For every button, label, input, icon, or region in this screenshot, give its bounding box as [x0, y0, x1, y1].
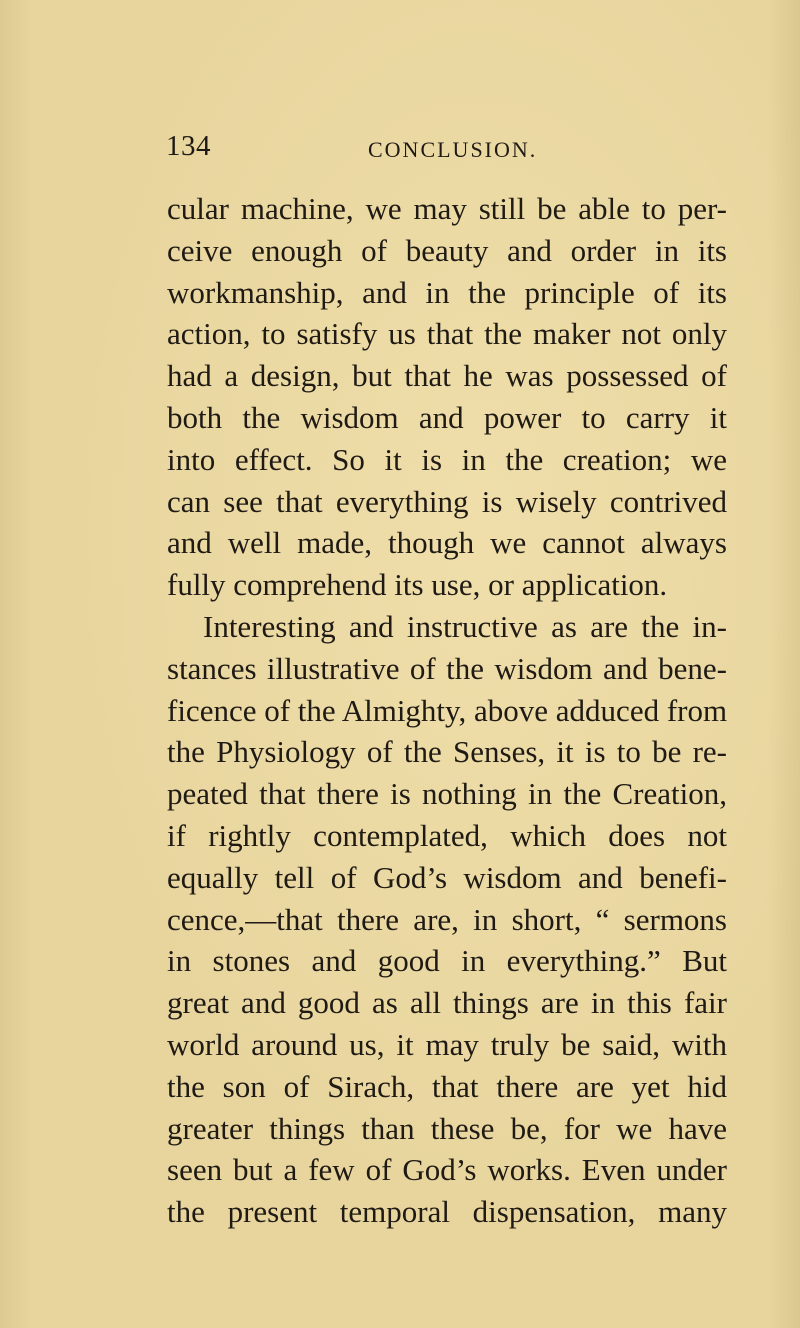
text-line: in stones and good in everything.” But [167, 943, 727, 979]
text-line: the present temporal dispensation, many [167, 1194, 727, 1230]
text-line: and well made, though we cannot always [167, 525, 727, 561]
text-line: action, to satisfy us that the maker not only [167, 316, 727, 352]
text-line: ficence of the Almighty, above adduced from [167, 692, 728, 728]
text-line: stances illustrative of the wisdom and bene- [167, 650, 727, 686]
paragraph-first-line: Interesting and instructive as are the in- [203, 608, 727, 644]
text-line: equally tell of God’s wisdom and benefi- [167, 859, 727, 895]
text-line: can see that everything is wisely contrived [167, 483, 727, 519]
text-line: world around us, it may truly be said, with [167, 1026, 727, 1062]
text-line: had a design, but that he was possessed of [167, 358, 727, 394]
text-line: fully comprehend its use, or application. [167, 567, 668, 603]
page-number: 134 [166, 130, 211, 162]
text-line: if rightly contemplated, which does not [167, 817, 727, 853]
text-line: ceive enough of beauty and order in its [167, 232, 727, 268]
body-text [167, 188, 727, 1233]
text-line: workmanship, and in the principle of its [167, 274, 727, 310]
text-line: the Physiology of the Senses, it is to be re- [167, 734, 727, 770]
text-line: cular machine, we may still be able to per- [167, 191, 727, 226]
text-line: cence,—that there are, in short, “ sermons [167, 901, 727, 937]
text-line: the son of Sirach, that there are yet hid [167, 1068, 727, 1104]
running-head: CONCLUSION. [368, 137, 538, 162]
text-line: seen but a few of God’s works. Even under [167, 1152, 727, 1188]
text-line: peated that there is nothing in the Creation, [167, 776, 727, 812]
text-line: great and good as all things are in this fair [167, 985, 727, 1021]
page-header [166, 130, 726, 174]
text-line: greater things than these be, for we have [167, 1110, 727, 1146]
text-line: into effect. So it is in the creation; we [167, 441, 727, 477]
text-line: both the wisdom and power to carry it [167, 399, 727, 435]
